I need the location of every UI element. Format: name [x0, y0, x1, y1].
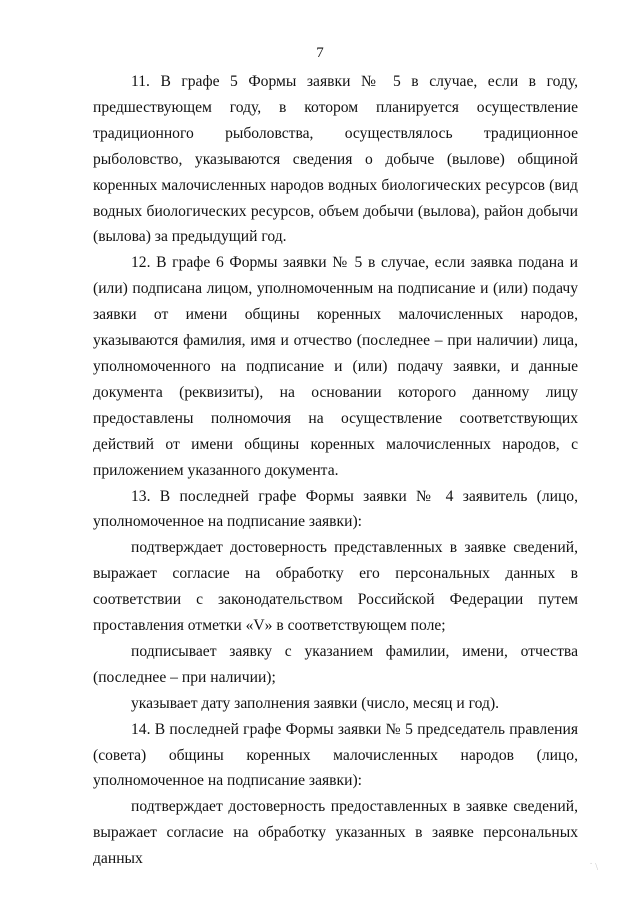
paragraph-13: 13. В последней графе Формы заявки № 4 заявитель (лицо, уполномоченное на подписание заявки): — [93, 487, 578, 531]
page-number: 7 — [316, 45, 324, 61]
paragraph-11: 11. В графе 5 Формы заявки № 5 в случае, если в году, предшествующем году, в котором планируется осуществление традиционного рыболовства, осуществлялось традиционное рыболовство, указываются сведения о добыче (вылове) общиной коренных малочисленных народов водных биологических ресурсов (вид водных биологических ресурсов, объем добычи (вылова), район добычи (вылова) за предыдущий год. — [93, 73, 578, 246]
document-body — [93, 69, 578, 872]
paragraph-14: 14. В последней графе Формы заявки № 5 председатель правления (совета) общины коренных малочисленных народов (лицо, уполномоченное на подписание заявки): — [93, 720, 578, 790]
paragraph-13-sign: подписывает заявку с указанием фамилии, имени, отчества (последнее – при наличии); — [93, 642, 578, 686]
paragraph-13-date: указывает дату заполнения заявки (число, месяц и год). — [131, 694, 500, 712]
paragraph-12: 12. В графе 6 Формы заявки № 5 в случае, если заявка подана и (или) подписана лицом, уполномоченным на подписание и (или) подачу заявки от имени общины коренных малочисленных народов, указываются фамилия, имя и отчество (последнее – при наличии) лица, уполномоченного на подписание и (или) подачу заявки, и данные документа (реквизиты), на основании которого данному лицу предоставлены полномочия на осуществление соответствующих действий от имени общины коренных малочисленных народов, с приложением указанного документа. — [93, 254, 578, 479]
paragraph-14-confirm: подтверждает достоверность предоставленных в заявке сведений, выражает согласие на обработку указанных в заявке персональных данных — [93, 798, 578, 868]
paragraph-13-confirm: подтверждает достоверность представленных в заявке сведений, выражает согласие на обработку его персональных данных в соответствии с законодательством Российской Федерации путем проставления отметки «V» в соответствующем поле; — [93, 539, 578, 635]
scan-artifact-mark: ˙ \ — [589, 862, 598, 873]
